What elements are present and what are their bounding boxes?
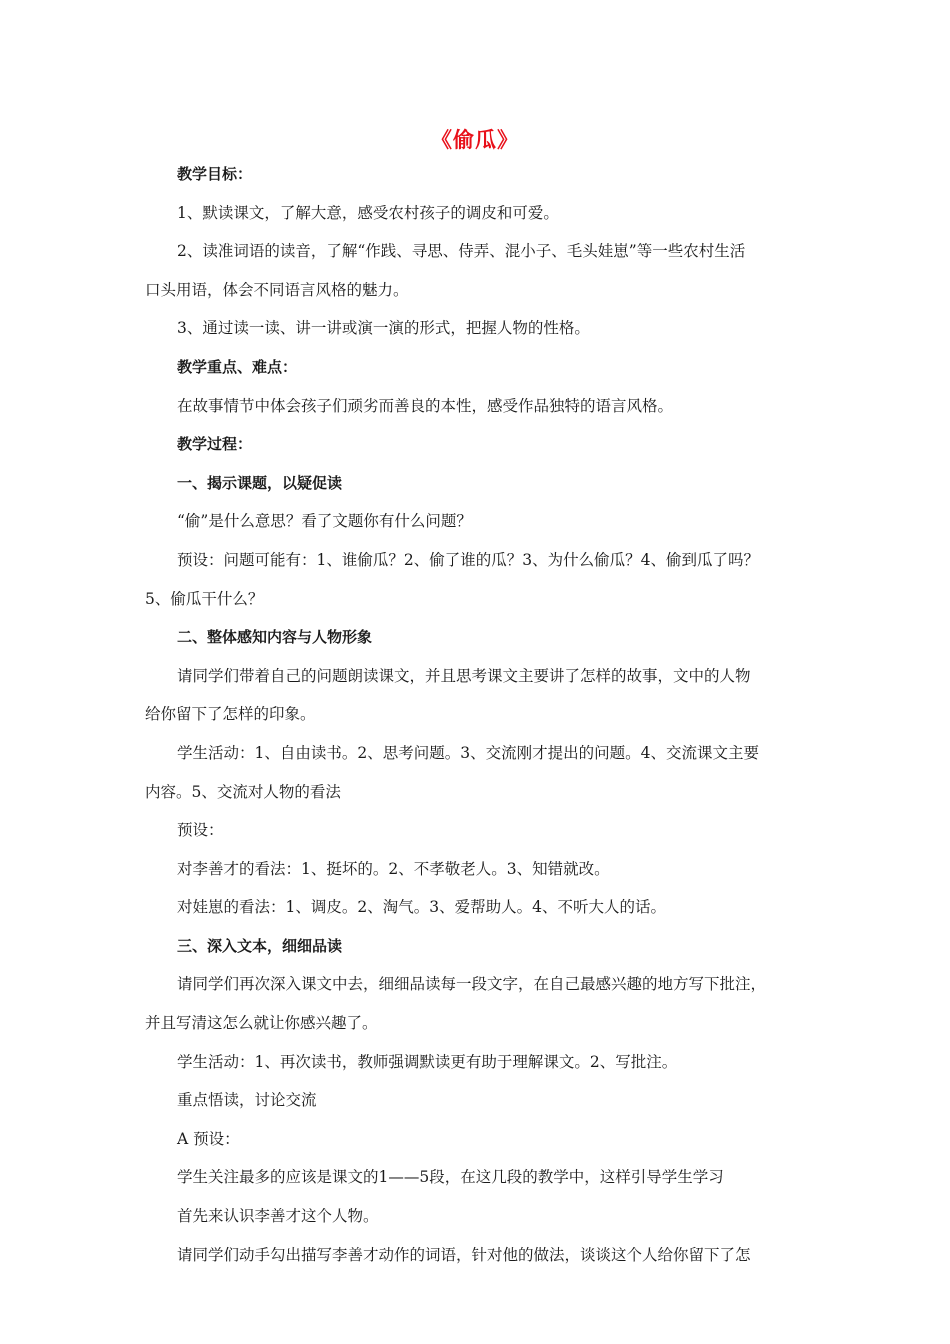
- text-line: 3、通过读一读、讲一讲或演一演的形式，把握人物的性格。: [177, 319, 590, 338]
- text-line: 首先来认识李善才这个人物。: [177, 1207, 379, 1226]
- text-line: 请同学们动手勾出描写李善才动作的词语，针对他的做法，谈谈这个人给你留下了怎: [177, 1245, 751, 1264]
- section-heading: 教学目标：: [177, 165, 253, 183]
- text-line: 学生活动：1、再次读书，教师强调默读更有助于理解课文。2、写批注。: [177, 1052, 678, 1071]
- text-line: “偷”是什么意思？看了文题你有什么问题？: [177, 512, 472, 531]
- text-line: 请同学们再次深入课文中去，细细品读每一段文字，在自己最感兴趣的地方写下批注，: [177, 975, 767, 994]
- text-line: 给你留下了怎样的印象。: [145, 705, 316, 724]
- text-line: 学生活动：1、自由读书。2、思考问题。3、交流刚才提出的问题。4、交流课文主要: [177, 743, 759, 762]
- text-line: 预设：: [177, 821, 224, 840]
- document-body: [145, 163, 810, 1282]
- text-line: 重点悟读，讨论交流: [177, 1091, 317, 1110]
- section-heading: 教学重点、难点：: [177, 357, 298, 376]
- text-line: 2、读准词语的读音，了解“作践、寻思、侍弄、混小子、毛头娃崽”等一些农村生活: [177, 242, 746, 261]
- text-line: 1、默读课文，了解大意，感受农村孩子的调皮和可爱。: [177, 203, 559, 222]
- text-line: 在故事情节中体会孩子们顽劣而善良的本性，感受作品独特的语言风格。: [177, 396, 674, 415]
- section-heading: 教学过程：: [177, 435, 253, 454]
- text-line: 5、偷瓜干什么？: [145, 589, 264, 608]
- document-title: 《偷瓜》: [431, 128, 519, 152]
- text-line: 对娃崽的看法：1、调皮。2、淘气。3、爱帮助人。4、不听大人的话。: [177, 898, 666, 917]
- text-line: 并且写清这怎么就让你感兴趣了。: [145, 1014, 378, 1033]
- text-line: 预设：问题可能有：1、谁偷瓜？2、偷了谁的瓜？3、为什么偷瓜？4、偷到瓜了吗？: [177, 550, 759, 569]
- section-heading: 二、整体感知内容与人物形象: [177, 628, 373, 647]
- text-line: 口头用语，体会不同语言风格的魅力。: [145, 280, 409, 299]
- text-line: 对李善才的看法：1、挺坏的。2、不孝敬老人。3、知错就改。: [177, 859, 610, 878]
- section-heading: 一、揭示课题，以疑促读: [177, 473, 343, 492]
- text-line: 内容。5、交流对人物的看法: [145, 782, 341, 801]
- section-heading: 三、深入文本，细细品读: [177, 936, 343, 955]
- text-line: 请同学们带着自己的问题朗读课文，并且思考课文主要讲了怎样的故事，文中的人物: [177, 666, 751, 685]
- text-line: A 预设：: [177, 1129, 240, 1148]
- text-line: 学生关注最多的应该是课文的1——5段，在这几段的教学中，这样引导学生学习: [177, 1168, 724, 1187]
